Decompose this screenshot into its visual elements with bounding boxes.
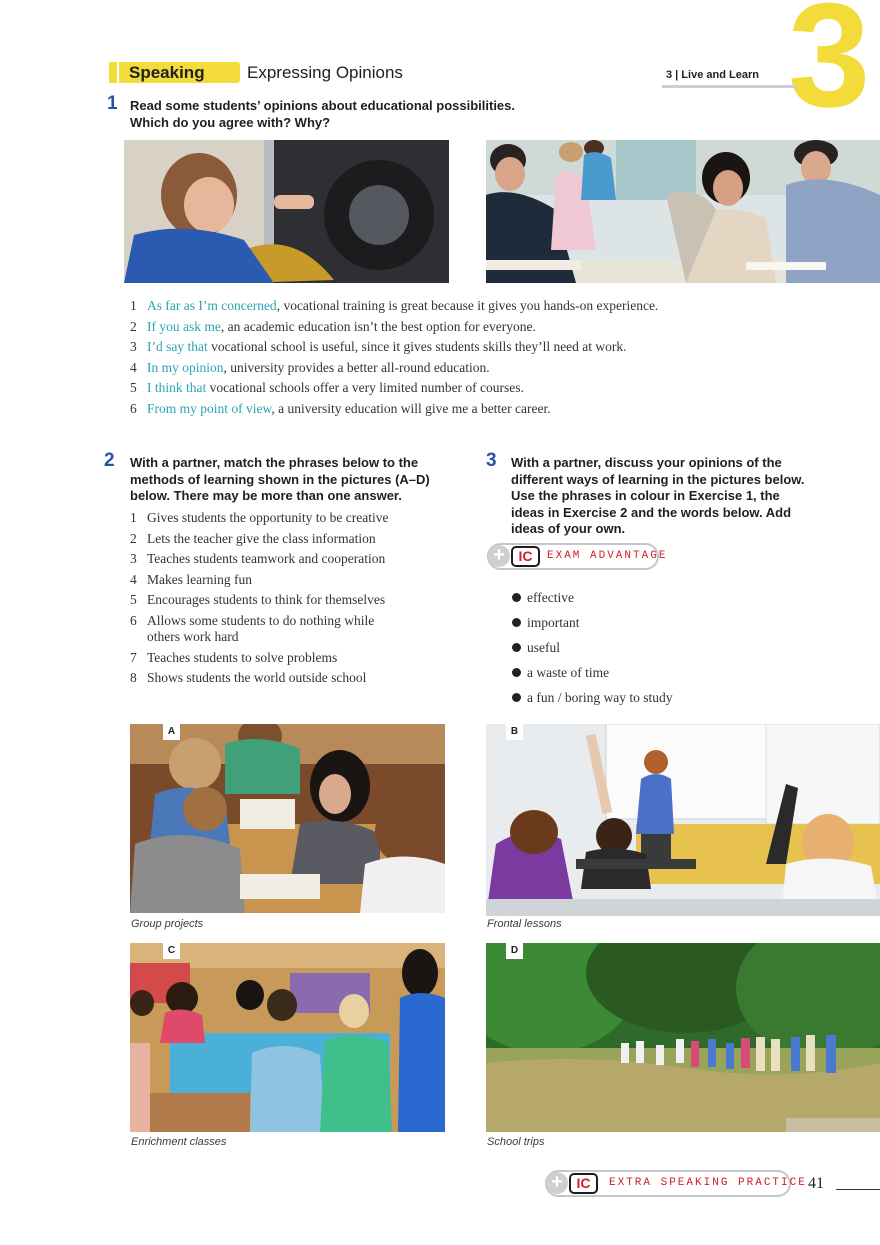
opinion-item [130,358,830,379]
opinion-item [130,317,830,338]
opinion-item [130,399,830,420]
item-number: 5 [130,380,137,395]
page-number-rule [836,1189,880,1190]
extra-speaking-label: EXTRA SPEAKING PRACTICE [609,1177,807,1189]
bullet-icon [512,693,521,702]
item-number: 3 [130,551,137,566]
item-text: Encourages students to think for themselves [147,592,386,607]
exercise-2-list [130,508,420,689]
item-number: 7 [130,649,137,665]
picture-a-caption: Group projects [131,918,204,930]
section-title: Expressing Opinions [247,63,403,82]
opinion-rest: , an academic education isn’t the best option for everyone. [220,318,536,334]
photo-university-exam [486,140,880,283]
item-number: 8 [130,670,137,685]
plus-icon: + [546,1172,568,1194]
page-number: 41 [808,1175,824,1192]
item-number: 4 [130,571,137,587]
list-item [130,668,420,689]
picture-d-school-trips [486,943,880,1132]
picture-c-letter: C [163,943,180,959]
photo-vocational-training [124,140,449,283]
unit-number: 3 [788,0,871,138]
opinion-item [130,378,830,399]
item-number: 1 [130,510,137,525]
word-item [512,635,672,660]
item-text: Allows some students to do nothing while others work hard [147,612,375,644]
word-item [512,610,672,635]
picture-d-caption: School trips [487,1136,545,1148]
list-item [130,613,420,646]
exercise-2-number: 2 [104,450,115,471]
opinion-rest: vocational schools offer a very limited number of courses. [206,380,524,395]
exercise-2-instruction: With a partner, match the phrases below to the methods of learning shown in the pictures (A–D) below. There may be more than one answer. [130,455,430,503]
bullet-icon [512,618,521,627]
item-text: Lets the teacher give the class information [147,530,376,546]
picture-b-frontal-lessons [486,724,880,916]
word-item [512,660,672,685]
opinion-list [130,296,830,419]
opinion-rest: , university provides a better all-round education. [223,359,490,375]
opinion-phrase: If you ask me [147,318,221,334]
item-number: 2 [130,530,137,546]
exercise-1-instruction-line1: Read some students’ opinions about educational possibilities. [130,98,516,113]
list-item [130,590,420,611]
exercise-1-instruction-line2: Which do you agree with? Why? [130,114,331,130]
exercise-3-instruction: With a partner, discuss your opinions of the different ways of learning in the pictures below. Use the phrases in colour in Exercise 1, the ideas in Exercise 2 and the words below. Add ideas of your own. [511,455,805,536]
opinion-phrase: I’d say that [147,339,208,354]
list-item [130,508,420,529]
opinion-rest: vocational school is useful, since it gives students skills they’ll need at work. [207,339,627,354]
item-number: 5 [130,592,137,607]
plus-icon: + [488,545,510,567]
word-text: effective [527,590,574,605]
opinion-phrase: I think that [147,380,207,395]
ic-logo-icon: IC [569,1173,598,1194]
opinion-item [130,296,830,317]
item-text: Teaches students teamwork and cooperation [147,551,386,566]
item-text: Teaches students to solve problems [147,649,338,665]
exercise-1-instruction [130,98,690,131]
section-badge [109,62,240,83]
section-badge-label: Speaking [129,63,205,82]
bullet-icon [512,643,521,652]
list-item [130,549,420,570]
exercise-1-number: 1 [107,93,118,114]
item-text: Makes learning fun [147,571,252,587]
item-number: 6 [130,612,137,628]
ic-logo-icon: IC [511,546,540,567]
picture-b-letter: B [506,724,523,740]
item-number: 2 [130,318,137,334]
unit-label-bar [662,67,797,88]
opinion-item [130,337,830,358]
extra-speaking-practice-button[interactable] [545,1170,807,1197]
item-text: Gives students the opportunity to be creative [147,510,389,525]
list-item [130,570,420,591]
item-number: 4 [130,359,137,375]
opinion-phrase: From my point of view [147,400,272,416]
item-number: 3 [130,339,137,354]
exam-advantage-label: EXAM ADVANTAGE [547,550,668,562]
item-text: Shows students the world outside school [147,670,367,685]
picture-a-letter: A [163,724,180,740]
word-list [512,585,672,710]
word-text: important [527,615,580,630]
opinion-rest: , vocational training is great because it gives you hands-on experience. [276,298,659,313]
opinion-rest: , a university education will give me a better career. [271,400,551,416]
bullet-icon [512,668,521,677]
word-text: a waste of time [527,665,610,680]
list-item [130,529,420,550]
exercise-3-number: 3 [486,450,497,471]
item-number: 6 [130,400,137,416]
list-item [130,648,420,669]
picture-d-letter: D [506,943,523,959]
opinion-phrase: As far as I’m concerned [147,298,277,313]
opinion-phrase: In my opinion [147,359,224,375]
item-number: 1 [130,298,137,313]
picture-c-enrichment-classes [130,943,445,1132]
exam-advantage-button[interactable] [487,543,668,570]
badge-stripe [109,62,119,83]
word-item [512,685,672,710]
picture-c-caption: Enrichment classes [131,1136,227,1148]
unit-label: 3 | Live and Learn [666,69,759,81]
bullet-icon [512,593,521,602]
word-item [512,585,672,610]
word-text: useful [527,640,560,655]
picture-b-caption: Frontal lessons [487,918,562,930]
picture-a-group-projects [130,724,445,913]
word-text: a fun / boring way to study [527,690,673,705]
